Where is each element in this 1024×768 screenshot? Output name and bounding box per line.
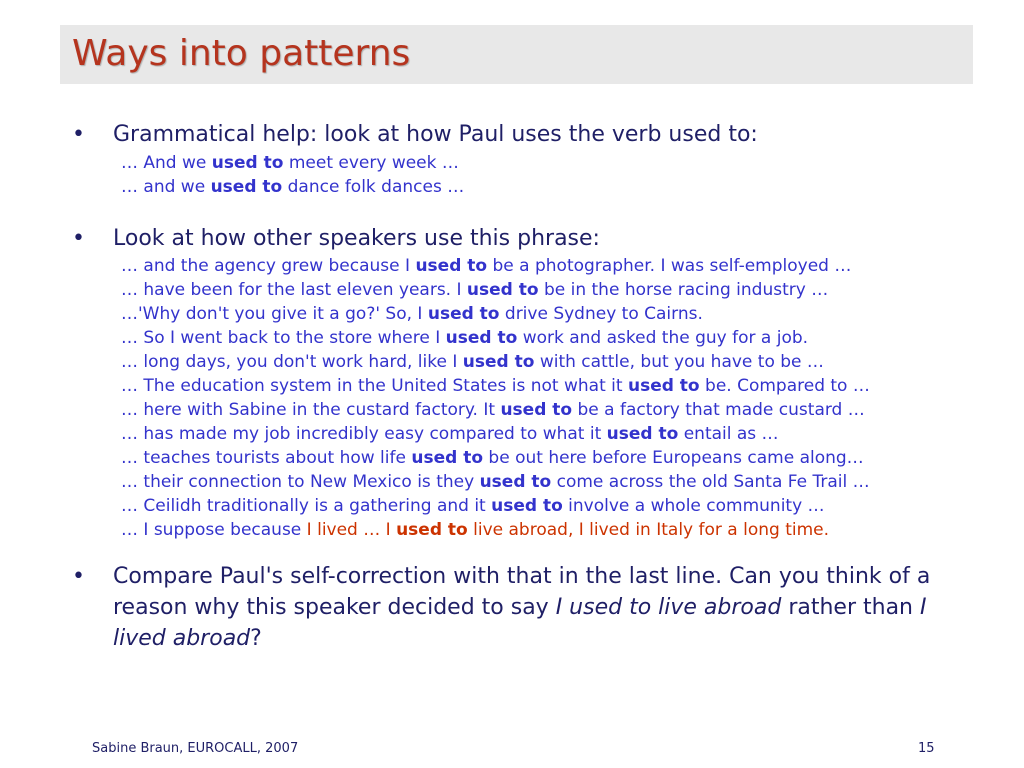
bullet-dot: • <box>72 226 85 251</box>
example-line-last: … I suppose because I lived … I used to live abroad, I lived in Italy for a long time. <box>121 520 830 540</box>
other-examples <box>121 254 870 542</box>
bullet-dot: • <box>72 564 85 589</box>
example-line: … The education system in the United States is not what it used to be. Compared to … <box>121 376 870 396</box>
example-line: … has made my job incredibly easy compared to what it used to entail as … <box>121 424 779 444</box>
example-line: … their connection to New Mexico is they used to come across the old Santa Fe Trail … <box>121 472 870 492</box>
footer-author: Sabine Braun, EUROCALL, 2007 <box>92 741 299 756</box>
slide-title: Ways into patterns <box>72 33 411 74</box>
title-bar <box>60 25 973 84</box>
example-line: … have been for the last eleven years. I used to be in the horse racing industry … <box>121 280 829 300</box>
example-line: … long days, you don't work hard, like I used to with cattle, but you have to be … <box>121 352 824 372</box>
bullet-text: Look at how other speakers use this phrase: <box>113 226 600 251</box>
bullet-text: Grammatical help: look at how Paul uses the verb used to: <box>113 122 758 147</box>
example-line: … And we used to meet every week … <box>121 153 459 173</box>
example-line: … So I went back to the store where I used to work and asked the guy for a job. <box>121 328 809 348</box>
example-line: …'Why don't you give it a go?' So, I used to drive Sydney to Cairns. <box>121 304 703 324</box>
example-line: … and we used to dance folk dances … <box>121 177 465 197</box>
example-line: … and the agency grew because I used to be a photographer. I was self-employed … <box>121 256 852 276</box>
bullet-question: Compare Paul's self-correction with that in the last line. Can you think of a reason why this speaker decided to say I used to live abroad rather than I lived abroad? <box>113 564 931 651</box>
paul-examples <box>121 151 464 199</box>
bullet-dot: • <box>72 122 85 147</box>
example-line: … Ceilidh traditionally is a gathering and it used to involve a whole community … <box>121 496 825 516</box>
example-line: … teaches tourists about how life used to be out here before Europeans came along… <box>121 448 864 468</box>
page-number: 15 <box>918 741 935 756</box>
example-line: … here with Sabine in the custard factory. It used to be a factory that made custard … <box>121 400 865 420</box>
